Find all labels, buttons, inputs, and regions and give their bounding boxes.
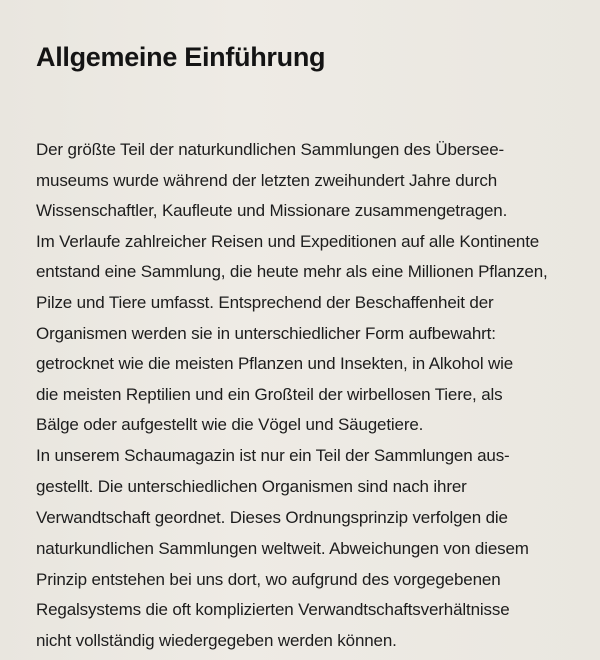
text-line: Bälge oder aufgestellt wie die Vögel und Säugetiere. [36,415,424,435]
text-line: entstand eine Sammlung, die heute mehr als eine Millionen Pflanzen, [36,262,548,282]
text-line: Prinzip entstehen bei uns dort, wo aufgrund des vorgegebenen [36,569,501,589]
text-line: gestellt. Die unterschiedlichen Organismen sind nach ihrer [36,476,467,496]
text-line: naturkundlichen Sammlungen weltweit. Abweichungen von diesem [36,538,529,558]
text-line: Im Verlaufe zahlreicher Reisen und Expeditionen auf alle Kontinente [36,231,540,251]
text-line: Regalsystems die oft komplizierten Verwandtschaftsverhältnisse [36,600,510,620]
paragraph-introduction [36,135,548,441]
text-line: In unserem Schaumagazin ist nur ein Teil der Sammlungen aus- [36,446,510,465]
text-line: nicht vollständig wiedergegeben werden können. [36,631,397,651]
text-line: getrocknet wie die meisten Pflanzen und Insekten, in Alkohol wie [36,354,514,374]
sign-title: Allgemeine Einführung [36,42,326,72]
text-line: museums wurde während der letzten zweihundert Jahre durch [36,170,498,190]
text-line: Verwandtschaft geordnet. Dieses Ordnungsprinzip verfolgen die [36,507,508,527]
text-line: Pilze und Tiere umfasst. Entsprechend der Beschaffenheit der [36,292,494,312]
text-line: Organismen werden sie in unterschiedlicher Form aufbewahrt: [36,323,496,343]
text-line: Wissenschaftler, Kaufleute und Missionare zusammengetragen. [36,201,508,221]
text-line: Der größte Teil der naturkundlichen Sammlungen des Übersee- [36,140,505,159]
text-line: die meisten Reptilien und ein Großteil der wirbellosen Tiere, als [36,384,503,404]
paragraph-schaumagazin [36,441,529,657]
